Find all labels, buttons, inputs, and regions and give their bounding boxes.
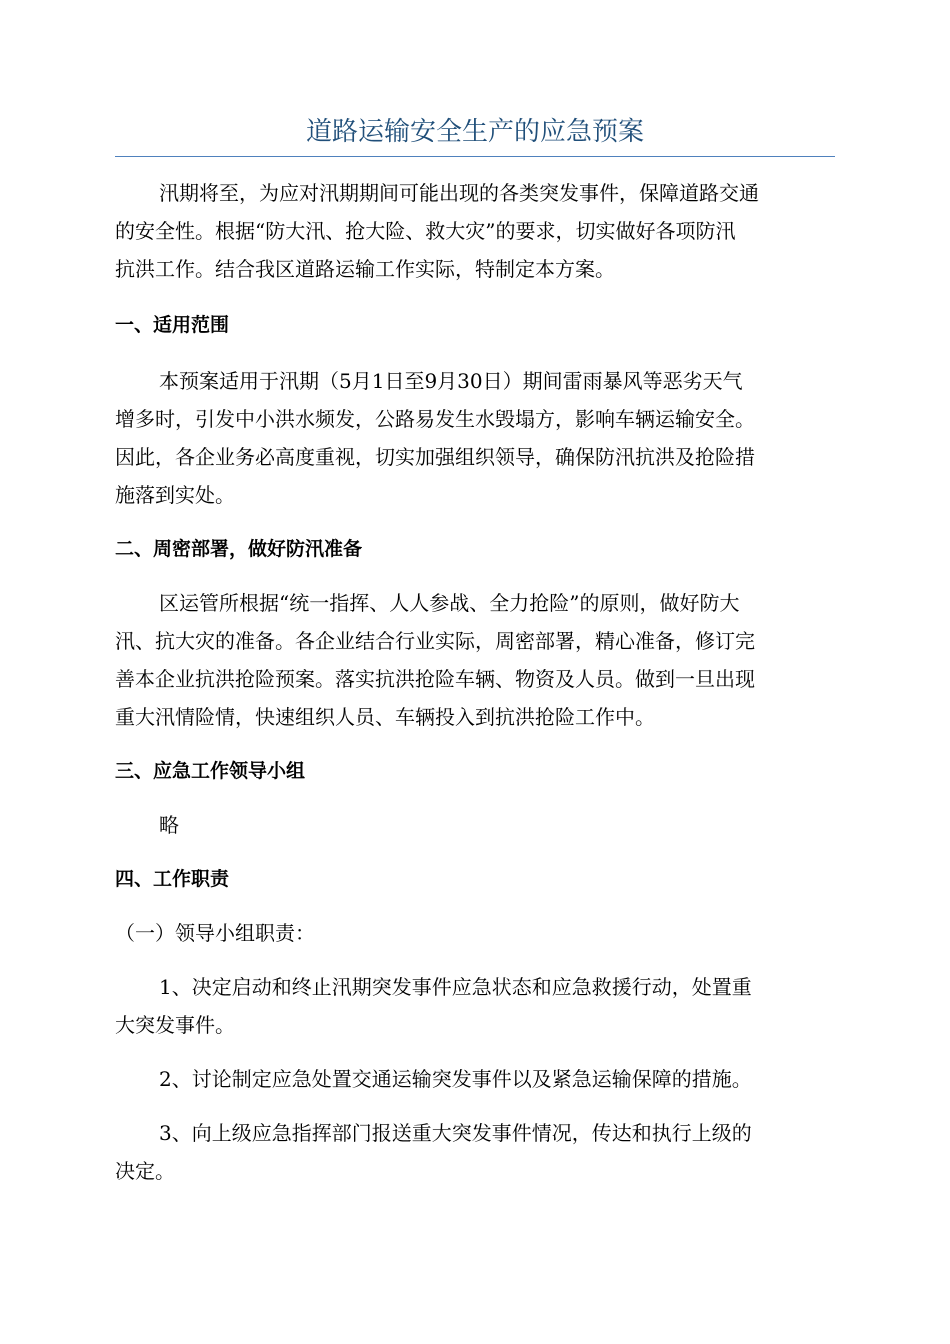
scope-line: 因此，各企业务必高度重视，切实加强组织领导，确保防汛抗洪及抢险措 [115,445,755,469]
intro-paragraph [115,174,835,288]
document-title: 道路运输安全生产的应急预案 [305,117,644,147]
title-block [115,112,835,157]
scope-line: 施落到实处。 [115,483,235,507]
deploy-line: 区运管所根据“统一指挥、人人参战、全力抢险”的原则，做好防大 [159,591,740,615]
scope-line: 增多时，引发中小洪水频发，公路易发生水毁塌方，影响车辆运输安全。 [115,407,755,431]
duty-item-1 [115,968,835,1044]
section-heading-leadership [115,752,835,790]
section-heading-deploy [115,530,835,568]
duty-item-2 [115,1060,835,1098]
intro-line: 的安全性。根据“防大汛、抢大险、救大灾”的要求，切实做好各项防汛 [115,219,736,243]
section-heading: 三、应急工作领导小组 [115,760,306,782]
duty-item-line: 2、讨论制定应急处置交通运输突发事件以及紧急运输保障的措施。 [159,1067,752,1091]
duty-item-line: 3、向上级应急指挥部门报送重大突发事件情况，传达和执行上级的 [159,1121,752,1145]
duty-item-line: 大突发事件。 [115,1013,235,1037]
duty-item-line: 决定。 [115,1159,175,1183]
duty-item-line: 1、决定启动和终止汛期突发事件应急状态和应急救援行动，处置重 [159,975,752,999]
deploy-line: 汛、抗大灾的准备。各企业结合行业实际，周密部署，精心准备，修订完 [115,629,755,653]
duty-item-3 [115,1114,835,1190]
leadership-text: 略 [159,813,179,837]
scope-paragraph [115,362,835,514]
intro-line: 汛期将至，为应对汛期期间可能出现的各类突发事件，保障道路交通 [159,181,759,205]
leadership-paragraph [115,806,835,844]
scope-line: 本预案适用于汛期（5月1日至9月30日）期间雷雨暴风等恶劣天气 [159,369,743,393]
section-heading: 一、适用范围 [115,314,230,336]
deploy-line: 重大汛情险情，快速组织人员、车辆投入到抗洪抢险工作中。 [115,705,655,729]
subheading-text: （一）领导小组职责： [115,921,315,945]
section-heading: 二、周密部署，做好防汛准备 [115,538,363,560]
deploy-paragraph [115,584,835,736]
duties-subheading [115,914,835,952]
section-heading-duties [115,860,835,898]
section-heading: 四、工作职责 [115,868,230,890]
intro-line: 抗洪工作。结合我区道路运输工作实际，特制定本方案。 [115,257,615,281]
section-heading-scope [115,306,835,344]
deploy-line: 善本企业抗洪抢险预案。落实抗洪抢险车辆、物资及人员。做到一旦出现 [115,667,755,691]
